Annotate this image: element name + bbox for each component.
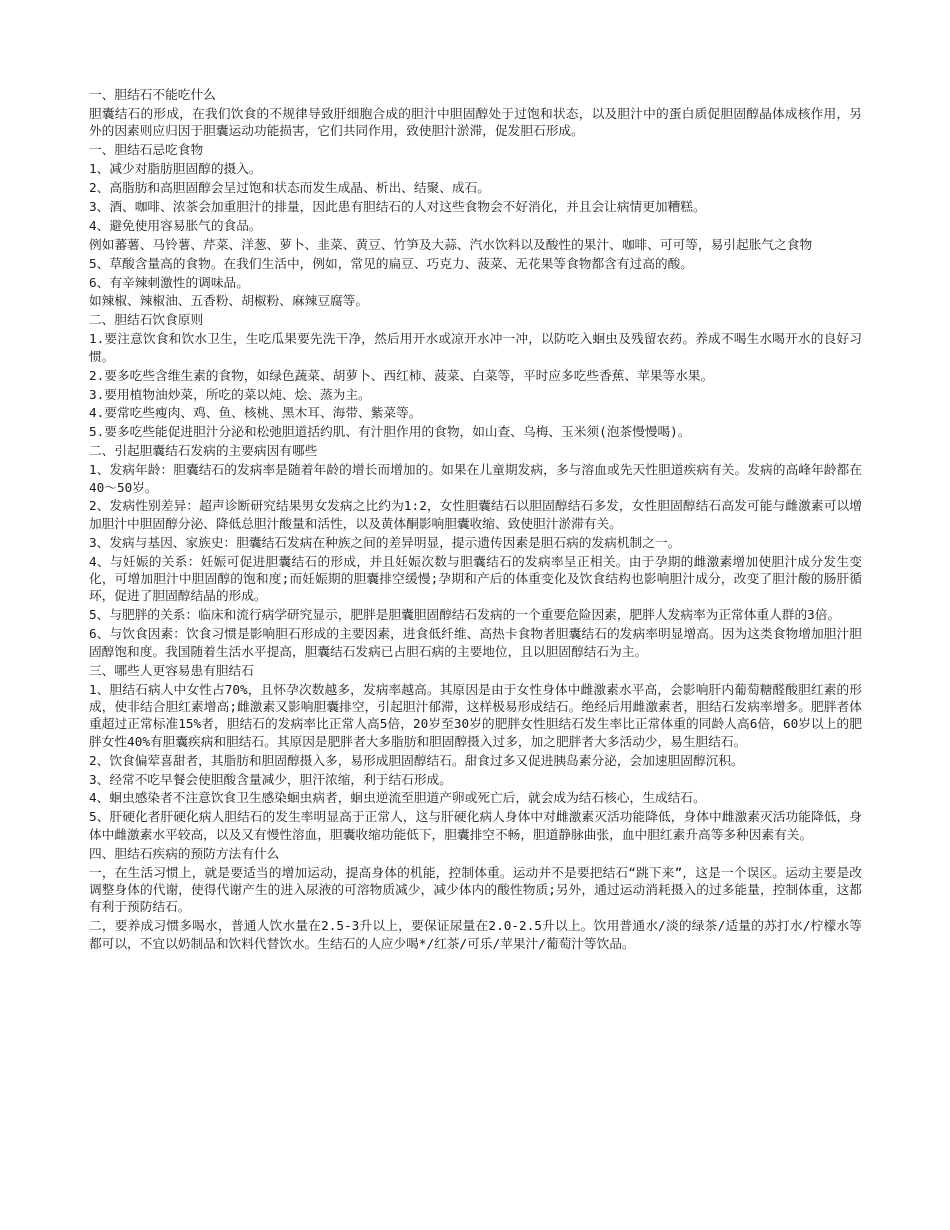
list-item: 1、发病年龄：胆囊结石的发病率是随着年龄的增长而增加的。如果在儿童期发病，多与溶血或先天性胆道疾病有关。发病的高峰年龄都在40～50岁。 [89,462,862,495]
list-item: 5.要多吃些能促进胆汁分泌和松弛胆道括约肌、有汁胆作用的食物，如山查、乌梅、玉米须(泡茶慢慢喝)。 [89,424,691,440]
list-item: 5、肝硬化者肝硬化病人胆结石的发生率明显高于正常人，这与肝硬化病人身体中对雌激素灭活功能降低，身体中雌激素灭活功能降低，身体中雌激素水平较高，以及又有慢性溶血，胆囊收缩功能低下，胆囊排空不畅，胆道静脉曲张，血中胆红素升高等多种因素有关。 [89,809,862,842]
list-item: 一，在生活习惯上，就是要适当的增加运动，提高身体的机能，控制体重。运动并不是要把结石“跳下来”，这是一个误区。运动主要是改调整身体的代谢，使得代谢产生的进入尿液的可溶物质减少，减少体内的酸性物质;另外，通过运动消耗摄入的过多能量，控制体重，这都有利于预防结石。 [89,864,862,915]
heading-foods-to-avoid: 一、胆结石不能吃什么 [89,87,216,102]
list-item: 3.要用植物油炒菜，所吃的菜以炖、烩、蒸为主。 [89,386,371,402]
list-item: 2、高脂肪和高胆固醇会呈过饱和状态而发生成晶、析出、结聚、成石。 [89,180,490,196]
list-item: 5、与肥胖的关系：临床和流行病学研究显示，肥胖是胆囊胆固醇结石发病的一个重要危险因素，肥胖人发病率为正常体重人群的3倍。 [89,607,841,623]
list-item: 5、草酸含量高的食物。在我们生活中，例如，常见的扁豆、巧克力、菠菜、无花果等食物都含有过高的酸。 [89,255,693,271]
list-item: 2、发病性别差异：超声诊断研究结果男女发病之比约为1:2，女性胆囊结石以胆固醇结石多发，女性胆固醇结石高发可能与雌激素可以增加胆汁中胆固醇分泌、降低总胆汁酸量和活性，以及黄体酮影响胆囊收缩、致使胆汁淤滞有关。 [89,498,862,531]
list-item: 4、避免使用容易胀气的食品。 [89,217,262,233]
paragraph: 如辣椒、辣椒油、五香粉、胡椒粉、麻辣豆腐等。 [89,293,369,309]
list-item: 6、与饮食因素：饮食习惯是影响胆石形成的主要因素，进食低纤维、高热卡食物者胆囊结石的发病率明显增高。因为这类食物增加胆汁胆固醇饱和度。我国随着生活水平提高，胆囊结石发病已占胆石病的主要地位，且以胆固醇结石为主。 [89,626,862,659]
heading-causes: 二、引起胆囊结石发病的主要病因有哪些 [89,443,318,459]
list-item: 3、发病与基因、家族史：胆囊结石发病在种族之间的差异明显，提示遗传因素是胆石病的发病机制之一。 [89,534,681,550]
list-item: 4.要常吃些瘦肉、鸡、鱼、核桃、黑木耳、海带、紫菜等。 [89,405,422,421]
list-item: 4、蛔虫感染者不注意饮食卫生感染蛔虫病者，蛔虫逆流至胆道产卵或死亡后，就会成为结石核心，生成结石。 [89,790,706,806]
list-item: 2、饮食偏荤喜甜者，其脂肪和胆固醇摄入多，易形成胆固醇结石。甜食过多又促进胰岛素分泌，会加速胆固醇沉积。 [89,752,744,768]
heading-prevention: 四、胆结石疾病的预防方法有什么 [89,845,280,861]
heading-diet-principles: 二、胆结石饮食原则 [89,312,204,328]
heading-taboo-foods: 一、胆结石忌吃食物 [89,142,204,158]
heading-risk-groups: 三、哪些人更容易患有胆结石 [89,662,254,678]
list-item: 1、胆结石病人中女性占70%，且怀孕次数越多，发病率越高。其原因是由于女性身体中雌激素水平高，会影响肝内葡萄糖醛酸胆红素的形成，使非结合胆红素增高;雌激素又影响胆囊排空，引起胆汁郁滞，这样极易形成结石。绝经后用雌激素者，胆结石发病率增多。肥胖者体重超过正常标准15%者，胆结石的发病率比正常人高5倍，20岁至30岁的肥胖女性胆结石发生率比正常体重的同龄人高6倍，60岁以上的肥胖女性40%有胆囊疾病和胆结石。其原因是肥胖者大多脂肪和胆固醇摄入过多，加之肥胖者大多活动少，易生胆结石。 [89,681,862,749]
paragraph: 例如蕃薯、马铃薯、芹菜、洋葱、萝卜、韭菜、黄豆、竹笋及大蒜、汽水饮料以及酸性的果汁、咖啡、可可等，易引起胀气之食物 [89,236,813,252]
list-item: 二，要养成习惯多喝水，普通人饮水量在2.5-3升以上，要保证尿量在2.0-2.5升以上。饮用普通水/淡的绿茶/适量的苏打水/柠檬水等都可以，不宜以奶制品和饮料代替饮水。生结石的人应少喝*/红茶/可乐/苹果汁/葡萄汁等饮品。 [89,918,862,951]
list-item: 1.要注意饮食和饮水卫生，生吃瓜果要先洗干净，然后用开水或凉开水冲一冲，以防吃入蛔虫及残留农药。养成不喝生水喝开水的良好习惯。 [89,331,862,364]
paragraph-formation: 胆囊结石的形成，在我们饮食的不规律导致肝细胞合成的胆汁中胆固醇处于过饱和状态，以及胆汁中的蛋白质促胆固醇晶体成核作用，另外的因素则应归因于胆囊运动功能损害，它们共同作用，致使胆汁淤滞，促发胆石形成。 [89,105,862,139]
list-item: 3、酒、咖啡、浓茶会加重胆汁的排量，因此患有胆结石的人对这些食物会不好消化，并且会让病情更加糟糕。 [89,198,706,214]
list-item: 2.要多吃些含维生素的食物，如绿色蔬菜、胡萝卜、西红柿、菠菜、白菜等，平时应多吃些香蕉、苹果等水果。 [89,367,714,383]
list-item: 6、有辛辣刺激性的调味品。 [89,274,249,290]
list-item: 1、减少对脂肪胆固醇的摄入。 [89,161,262,177]
list-item: 4、与妊娠的关系：妊娠可促进胆囊结石的形成，并且妊娠次数与胆囊结石的发病率呈正相关。由于孕期的雌激素增加使胆汁成分发生变化，可增加胆汁中胆固醇的饱和度;而妊娠期的胆囊排空缓慢;孕期和产后的体重变化及饮食结构也影响胆汁成分，改变了胆汁酸的肠肝循环，促进了胆固醇结晶的形成。 [89,553,862,604]
list-item: 3、经常不吃早餐会使胆酸含量减少，胆汗浓缩，利于结石形成。 [89,771,452,787]
